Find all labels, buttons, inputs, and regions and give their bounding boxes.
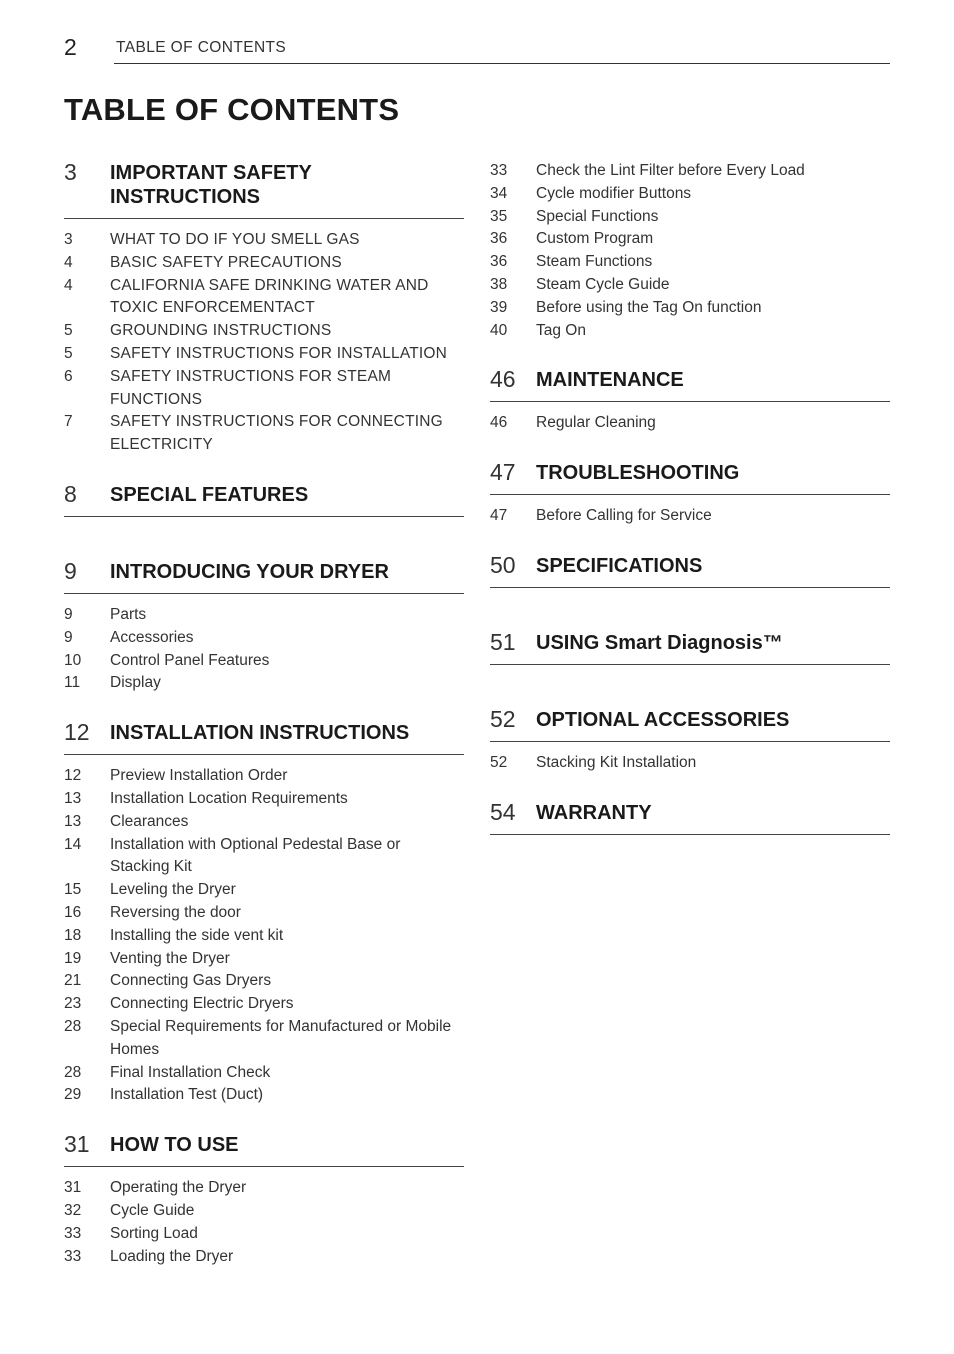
entry-title: Steam Functions: [536, 253, 653, 271]
entry-page-number: 31: [64, 1179, 82, 1197]
entry-title: GROUNDING INSTRUCTIONS: [110, 322, 332, 340]
toc-entry[interactable]: [64, 1200, 464, 1223]
toc-entry[interactable]: [64, 343, 464, 366]
section-page-number: 8: [64, 480, 77, 507]
toc-entry[interactable]: [64, 948, 464, 971]
section-heading[interactable]: [490, 367, 890, 402]
entry-title: SAFETY INSTRUCTIONS FOR INSTALLATION: [110, 344, 448, 362]
toc-entry[interactable]: [64, 1062, 464, 1085]
section-heading[interactable]: [490, 460, 890, 495]
section-title: HOW TO USE: [110, 1134, 239, 1157]
entry-title: Tag On: [536, 321, 586, 339]
toc-entry[interactable]: [64, 650, 464, 673]
entry-page-number: 33: [64, 1224, 82, 1242]
toc-entry[interactable]: [64, 1246, 464, 1269]
entry-page-number: 23: [64, 995, 82, 1013]
entry-title: WHAT TO DO IF YOU SMELL GAS: [110, 231, 360, 248]
section-page-number: 47: [490, 459, 516, 486]
section-page-number: 51: [490, 628, 516, 655]
toc-entry[interactable]: [490, 505, 890, 528]
entry-title: Parts: [110, 605, 147, 623]
section-spacer: [490, 598, 890, 630]
entry-page-number: 9: [64, 628, 73, 646]
toc-entry[interactable]: [490, 320, 890, 343]
toc-entry[interactable]: [64, 788, 464, 811]
section-spacer: [490, 435, 890, 460]
section-page-number: 50: [490, 551, 516, 578]
toc-section: [490, 553, 890, 588]
entry-page-number: 35: [490, 207, 508, 225]
entry-title: Steam Cycle Guide: [536, 275, 670, 293]
toc-entry[interactable]: [490, 228, 890, 251]
toc-section: [64, 482, 464, 517]
toc-entry[interactable]: [64, 993, 464, 1016]
entry-page-number: 14: [64, 835, 82, 853]
entry-title: Accessories: [110, 628, 194, 646]
toc-entry[interactable]: [64, 366, 464, 412]
entry-page-number: 16: [64, 903, 82, 921]
entry-title: Cycle Guide: [110, 1201, 195, 1219]
entry-title: Connecting Electric Dryers: [110, 995, 294, 1013]
entry-title: Venting the Dryer: [110, 949, 230, 967]
section-heading[interactable]: [490, 630, 890, 665]
toc-entry[interactable]: [64, 627, 464, 650]
toc-section: [64, 559, 464, 695]
section-page-number: 9: [64, 557, 77, 584]
entry-page-number: 9: [64, 605, 73, 623]
toc-section: [64, 160, 464, 457]
entry-page-number: 34: [490, 184, 508, 202]
entry-page-number: 52: [490, 753, 508, 771]
toc-entry[interactable]: [490, 251, 890, 274]
toc-left-column: [64, 160, 464, 1268]
toc-entry[interactable]: [490, 183, 890, 206]
section-heading[interactable]: [64, 482, 464, 517]
section-spacer: [64, 527, 464, 559]
toc-section: [490, 367, 890, 435]
toc-section: [490, 630, 890, 665]
entry-title: Reversing the door: [110, 903, 241, 921]
entry-page-number: 28: [64, 1063, 82, 1081]
section-title: USING Smart Diagnosis™: [536, 631, 783, 654]
toc-entry[interactable]: [490, 752, 890, 775]
entry-title: Display: [110, 674, 161, 692]
entry-title: Cycle modifier Buttons: [536, 184, 692, 202]
toc-section: [490, 707, 890, 775]
toc-entry[interactable]: [64, 902, 464, 925]
entry-title: Check the Lint Filter before Every Load: [536, 162, 805, 179]
entry-title: BASIC SAFETY PRECAUTIONS: [110, 253, 342, 271]
entry-page-number: 29: [64, 1086, 82, 1104]
entry-page-number: 6: [64, 367, 73, 385]
section-page-number: 52: [490, 705, 516, 732]
section-title: SPECIFICATIONS: [536, 554, 703, 577]
toc-entry[interactable]: [64, 1016, 464, 1062]
toc-entry[interactable]: [64, 765, 464, 788]
section-title: IMPORTANT SAFETY INSTRUCTIONS: [110, 162, 312, 208]
entry-title: Before Calling for Service: [536, 507, 712, 525]
entry-page-number: 11: [64, 674, 81, 692]
running-header: [64, 30, 890, 70]
section-title: SPECIAL FEATURES: [110, 483, 309, 506]
toc-entry[interactable]: [64, 834, 464, 880]
section-spacer: [490, 342, 890, 367]
section-page-number: 3: [64, 159, 77, 185]
section-spacer: [490, 775, 890, 800]
entry-page-number: 38: [490, 275, 508, 293]
section-title: MAINTENANCE: [536, 369, 684, 392]
toc-entry[interactable]: [64, 411, 464, 457]
entry-page-number: 36: [490, 253, 508, 271]
toc-entry[interactable]: [64, 320, 464, 343]
section-heading[interactable]: [64, 559, 464, 594]
section-heading[interactable]: [490, 800, 890, 835]
section-spacer: [64, 457, 464, 482]
section-page-number: 31: [64, 1131, 90, 1158]
entry-page-number: 36: [490, 230, 508, 248]
entry-title: Installing the side vent kit: [110, 926, 284, 944]
toc-entry[interactable]: [64, 275, 464, 321]
toc-entry[interactable]: [64, 604, 464, 627]
section-page-number: 54: [490, 798, 516, 825]
toc-entry[interactable]: [64, 1177, 464, 1200]
entry-title: Installation with Optional Pedestal Base or Stacking Kit: [110, 835, 401, 876]
section-spacer: [64, 1107, 464, 1132]
entry-title: Clearances: [110, 812, 189, 830]
page-title: TABLE OF CONTENTS: [64, 92, 400, 127]
entry-page-number: 32: [64, 1201, 82, 1219]
section-heading[interactable]: [64, 720, 464, 755]
section-title: INTRODUCING YOUR DRYER: [110, 560, 389, 583]
entry-page-number: 40: [490, 321, 508, 339]
entry-page-number: 13: [64, 812, 82, 830]
entry-title: Control Panel Features: [110, 651, 270, 669]
section-spacer: [64, 695, 464, 720]
toc-section: [490, 460, 890, 528]
entry-page-number: 13: [64, 789, 82, 807]
entry-page-number: 39: [490, 298, 508, 316]
entry-page-number: 21: [64, 972, 82, 990]
toc-entry[interactable]: [64, 879, 464, 902]
entry-page-number: 46: [490, 414, 508, 432]
entry-title: Regular Cleaning: [536, 414, 656, 432]
entry-title: Leveling the Dryer: [110, 881, 236, 899]
toc-entry[interactable]: [490, 412, 890, 435]
toc-entry[interactable]: [490, 274, 890, 297]
section-heading[interactable]: [490, 553, 890, 588]
section-spacer: [490, 528, 890, 553]
entry-page-number: 10: [64, 651, 82, 669]
entry-title: Operating the Dryer: [110, 1179, 247, 1197]
entry-title: Stacking Kit Installation: [536, 753, 697, 771]
toc-section: [490, 800, 890, 835]
entry-title: Before using the Tag On function: [536, 298, 762, 316]
section-title: OPTIONAL ACCESSORIES: [536, 708, 790, 731]
section-heading[interactable]: [64, 1132, 464, 1167]
running-title: TABLE OF CONTENTS: [116, 39, 287, 56]
entry-title: Preview Installation Order: [110, 767, 288, 785]
entry-page-number: 7: [64, 413, 73, 431]
toc-entry[interactable]: [64, 925, 464, 948]
page-number: 2: [64, 34, 77, 60]
section-heading[interactable]: [490, 707, 890, 742]
entry-page-number: 15: [64, 881, 82, 899]
entry-page-number: 33: [64, 1247, 82, 1265]
entry-page-number: 33: [490, 162, 508, 179]
entry-title: Final Installation Check: [110, 1063, 271, 1081]
entry-page-number: 4: [64, 276, 73, 294]
entry-title: CALIFORNIA SAFE DRINKING WATER AND TOXIC ENFORCEMENTACT: [110, 276, 429, 317]
section-heading[interactable]: [64, 160, 464, 219]
section-title: TROUBLESHOOTING: [536, 462, 740, 485]
toc-entry[interactable]: [64, 1223, 464, 1246]
toc-entry[interactable]: [490, 297, 890, 320]
section-title: INSTALLATION INSTRUCTIONS: [110, 722, 410, 745]
entry-page-number: 28: [64, 1017, 82, 1035]
entry-page-number: 47: [490, 507, 508, 525]
section-page-number: 46: [490, 366, 516, 393]
header-rule: [114, 63, 890, 64]
toc-entry[interactable]: [64, 252, 464, 275]
toc-entry[interactable]: [64, 672, 464, 695]
entry-title: Connecting Gas Dryers: [110, 972, 272, 990]
entry-page-number: 19: [64, 949, 82, 967]
entry-page-number: 18: [64, 926, 82, 944]
toc-section: [64, 1132, 464, 1268]
entry-page-number: 12: [64, 767, 82, 785]
entry-page-number: 4: [64, 253, 73, 271]
toc-entry[interactable]: [490, 206, 890, 229]
toc-entry[interactable]: [64, 970, 464, 993]
entry-title: Special Requirements for Manufactured or Mobile Homes: [110, 1017, 452, 1058]
entry-title: Installation Location Requirements: [110, 789, 348, 807]
entry-title: SAFETY INSTRUCTIONS FOR STEAM FUNCTIONS: [110, 367, 392, 408]
entry-title: Sorting Load: [110, 1224, 198, 1242]
toc-entry[interactable]: [64, 229, 464, 252]
entry-page-number: 3: [64, 231, 73, 248]
toc-section: [64, 720, 464, 1107]
entry-title: SAFETY INSTRUCTIONS FOR CONNECTING ELECTRICITY: [110, 413, 443, 454]
entry-title: Special Functions: [536, 207, 659, 225]
entry-title: Loading the Dryer: [110, 1247, 234, 1265]
toc-entry[interactable]: [64, 1084, 464, 1107]
section-spacer: [490, 675, 890, 707]
entry-title: Custom Program: [536, 230, 654, 248]
section-page-number: 12: [64, 719, 90, 746]
entry-title: Installation Test (Duct): [110, 1086, 264, 1104]
section-title: WARRANTY: [536, 801, 652, 824]
entry-page-number: 5: [64, 322, 73, 340]
entry-page-number: 5: [64, 344, 73, 362]
toc-entry[interactable]: [64, 811, 464, 834]
toc-right-column: [490, 160, 890, 845]
toc-entry[interactable]: [490, 160, 890, 183]
